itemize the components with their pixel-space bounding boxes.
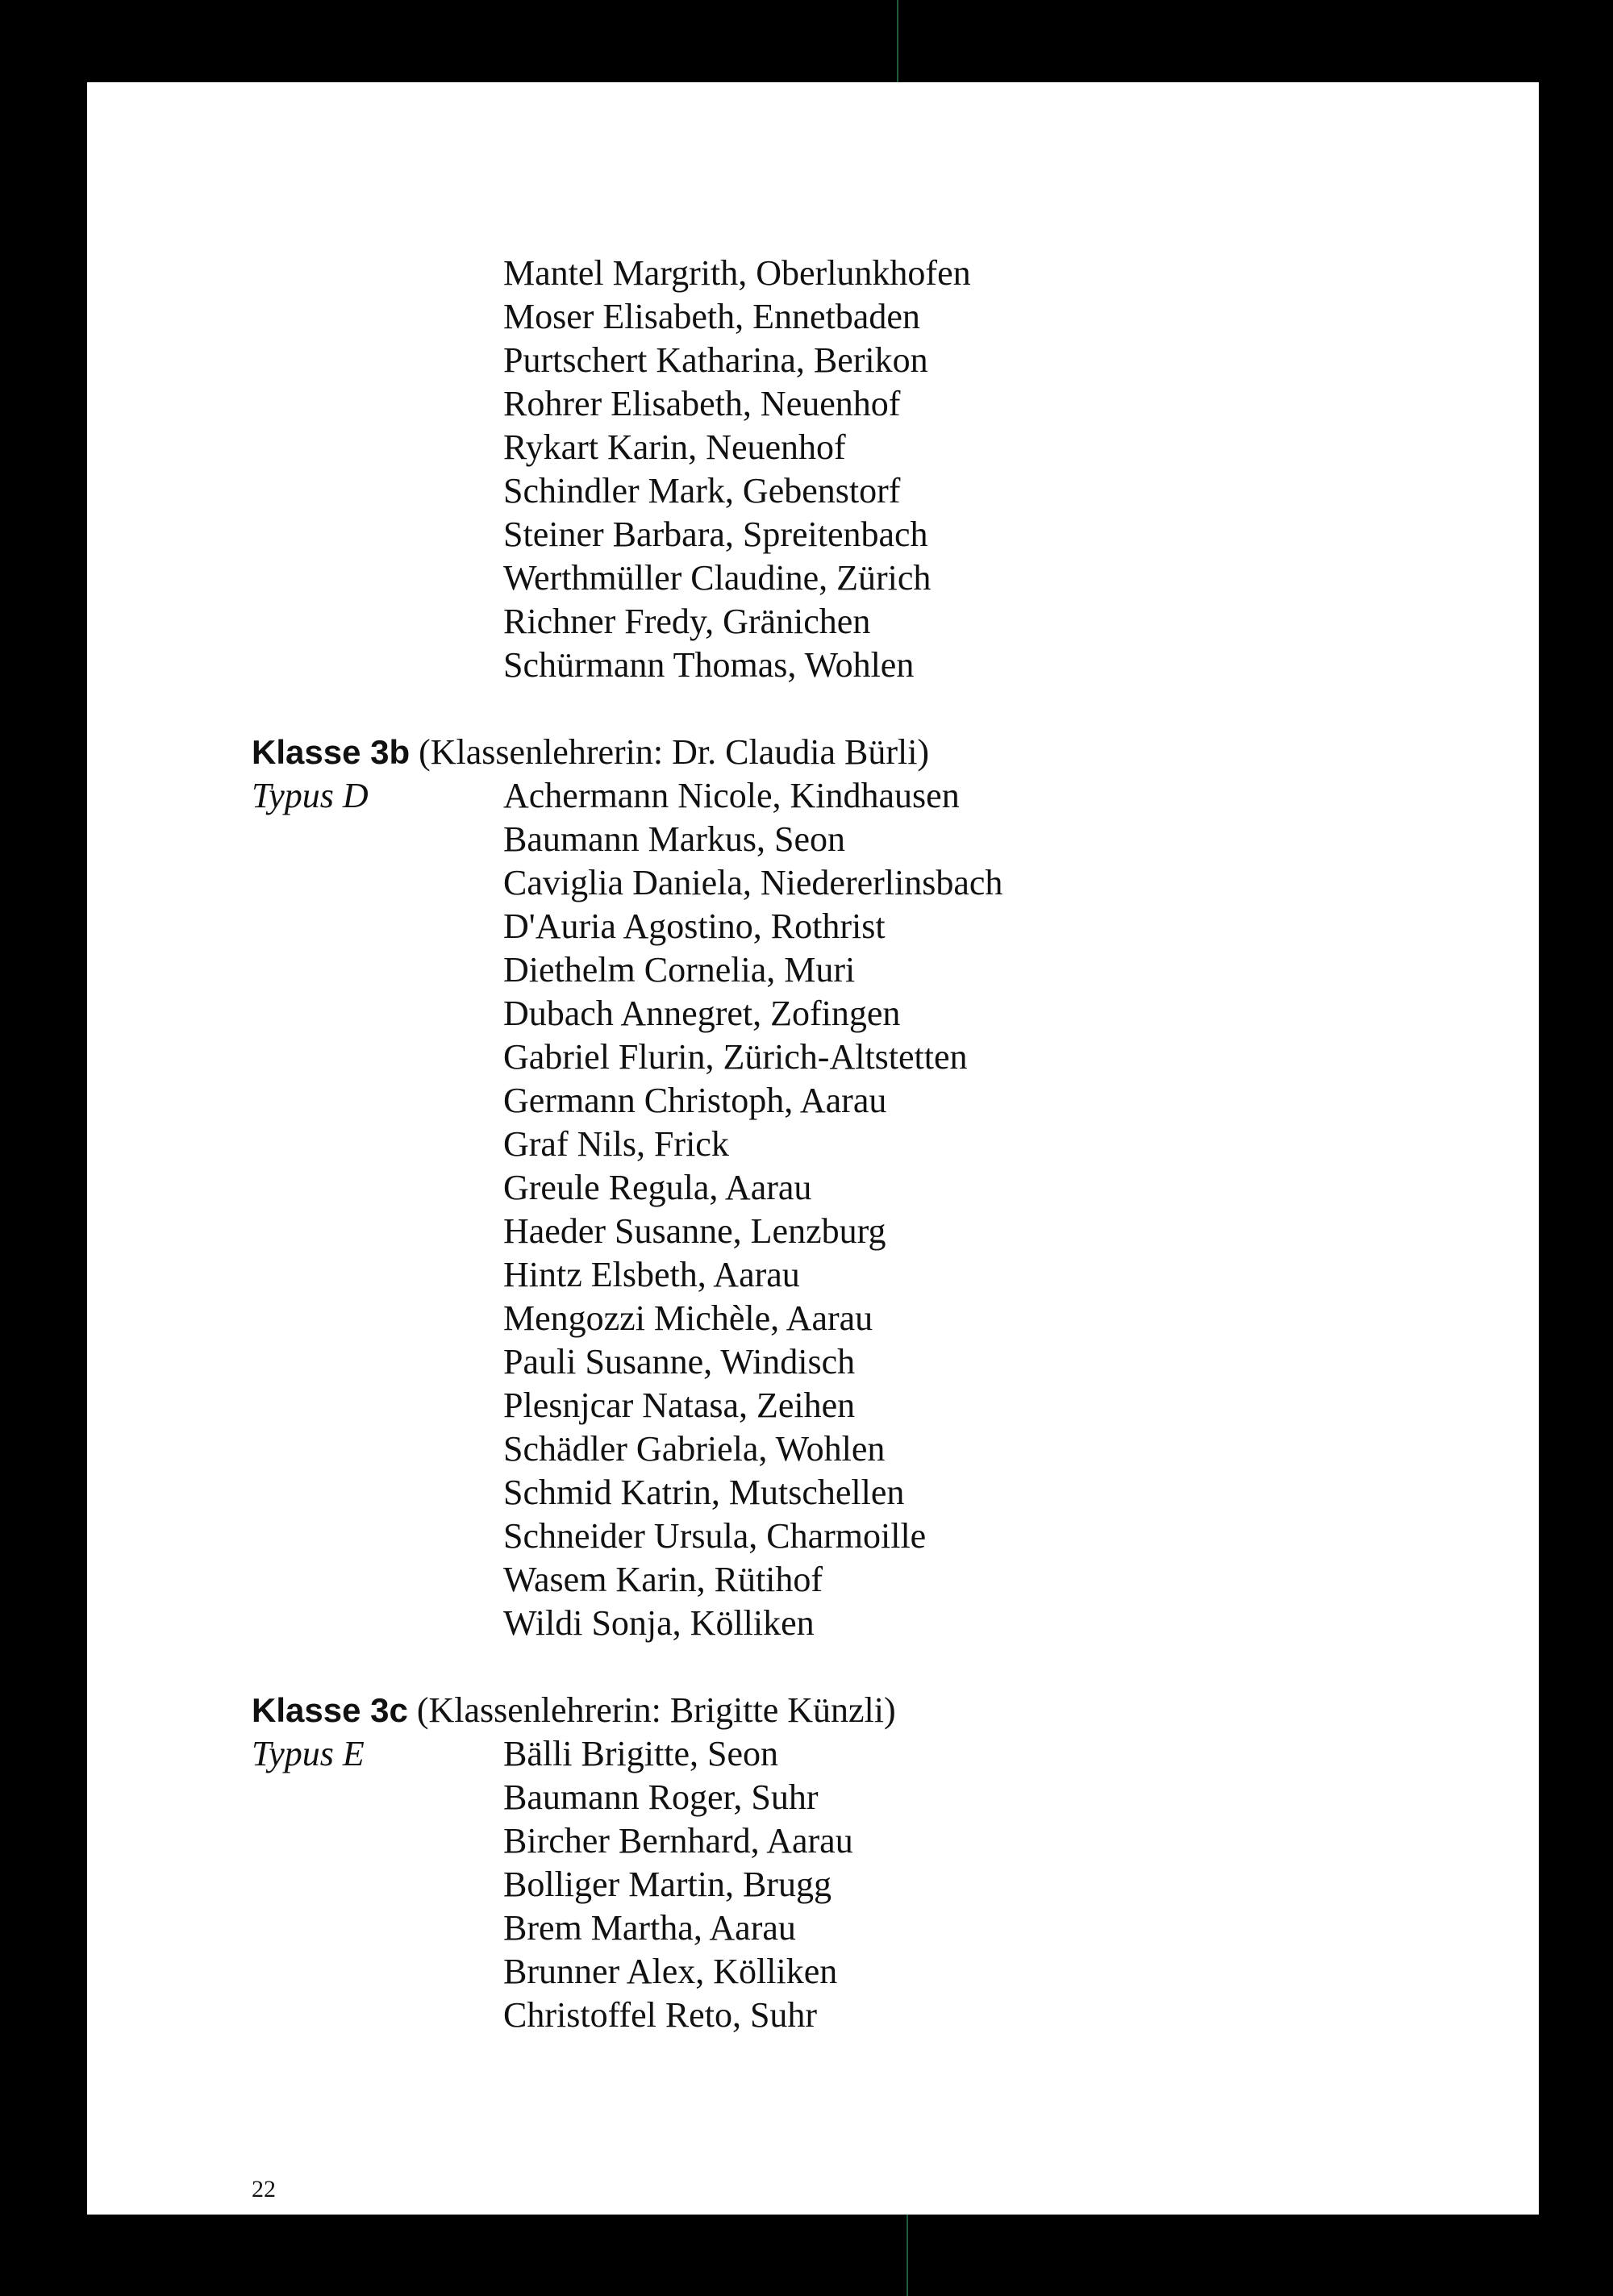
- student-line: Achermann Nicole, Kindhausen: [503, 776, 960, 815]
- class-3b-teacher: (Klassenlehrerin: Dr. Claudia Bürli): [419, 732, 930, 772]
- student-line: Richner Fredy, Gränichen: [503, 602, 871, 641]
- student-line: Hintz Elsbeth, Aarau: [503, 1255, 800, 1294]
- class-3c-label: Klasse 3c: [252, 1691, 408, 1729]
- student-line: Pauli Susanne, Windisch: [503, 1342, 856, 1381]
- student-line: Gabriel Flurin, Zürich-Altstetten: [503, 1037, 968, 1077]
- student-line: Schindler Mark, Gebenstorf: [503, 471, 901, 510]
- student-line: Rykart Karin, Neuenhof: [503, 427, 846, 467]
- student-line: Baumann Markus, Seon: [503, 819, 846, 859]
- student-line: Greule Regula, Aarau: [503, 1168, 812, 1207]
- class-3c-typus: Typus E: [252, 1734, 365, 1773]
- student-line: Schädler Gabriela, Wohlen: [503, 1429, 886, 1469]
- student-line: Schmid Katrin, Mutschellen: [503, 1473, 905, 1512]
- student-line: D'Auria Agostino, Rothrist: [503, 906, 886, 946]
- student-line: Germann Christoph, Aarau: [503, 1081, 887, 1120]
- class-3b-label: Klasse 3b: [252, 733, 411, 771]
- class-3c-heading: [252, 1689, 896, 1732]
- student-line: Moser Elisabeth, Ennetbaden: [503, 297, 920, 336]
- student-line: Wildi Sonja, Kölliken: [503, 1603, 815, 1643]
- student-line: Steiner Barbara, Spreitenbach: [503, 515, 928, 554]
- student-line: Baumann Roger, Suhr: [503, 1777, 819, 1817]
- student-line: Plesnjcar Natasa, Zeihen: [503, 1386, 856, 1425]
- class-3b-heading: [252, 731, 929, 774]
- student-line: Diethelm Cornelia, Muri: [503, 950, 856, 990]
- page-number: 22: [252, 2176, 276, 2202]
- student-line: Brunner Alex, Kölliken: [503, 1952, 838, 1991]
- student-line: Dubach Annegret, Zofingen: [503, 994, 901, 1033]
- student-line: Mengozzi Michèle, Aarau: [503, 1298, 873, 1338]
- student-line: Bircher Bernhard, Aarau: [503, 1821, 853, 1861]
- class-3c-teacher: (Klassenlehrerin: Brigitte Künzli): [416, 1690, 896, 1730]
- document-page: [87, 82, 1539, 2215]
- class-3b-typus: Typus D: [252, 776, 369, 815]
- student-line: Schürmann Thomas, Wohlen: [503, 645, 915, 685]
- student-line: Werthmüller Claudine, Zürich: [503, 558, 932, 598]
- student-line: Christoffel Reto, Suhr: [503, 1995, 818, 2035]
- scan-edge-line-bottom: [907, 2215, 908, 2296]
- student-line: Bolliger Martin, Brugg: [503, 1865, 832, 1904]
- student-line: Wasem Karin, Rütihof: [503, 1560, 823, 1599]
- student-line: Brem Martha, Aarau: [503, 1908, 796, 1948]
- student-line: Rohrer Elisabeth, Neuenhof: [503, 384, 901, 423]
- student-line: Schneider Ursula, Charmoille: [503, 1516, 927, 1556]
- student-line: Purtschert Katharina, Berikon: [503, 340, 928, 380]
- student-line: Haeder Susanne, Lenzburg: [503, 1211, 886, 1251]
- student-line: Mantel Margrith, Oberlunkhofen: [503, 253, 971, 293]
- student-line: Caviglia Daniela, Niedererlinsbach: [503, 863, 1003, 902]
- student-line: Bälli Brigitte, Seon: [503, 1734, 778, 1773]
- scan-edge-line-top: [897, 0, 898, 82]
- student-line: Graf Nils, Frick: [503, 1124, 729, 1164]
